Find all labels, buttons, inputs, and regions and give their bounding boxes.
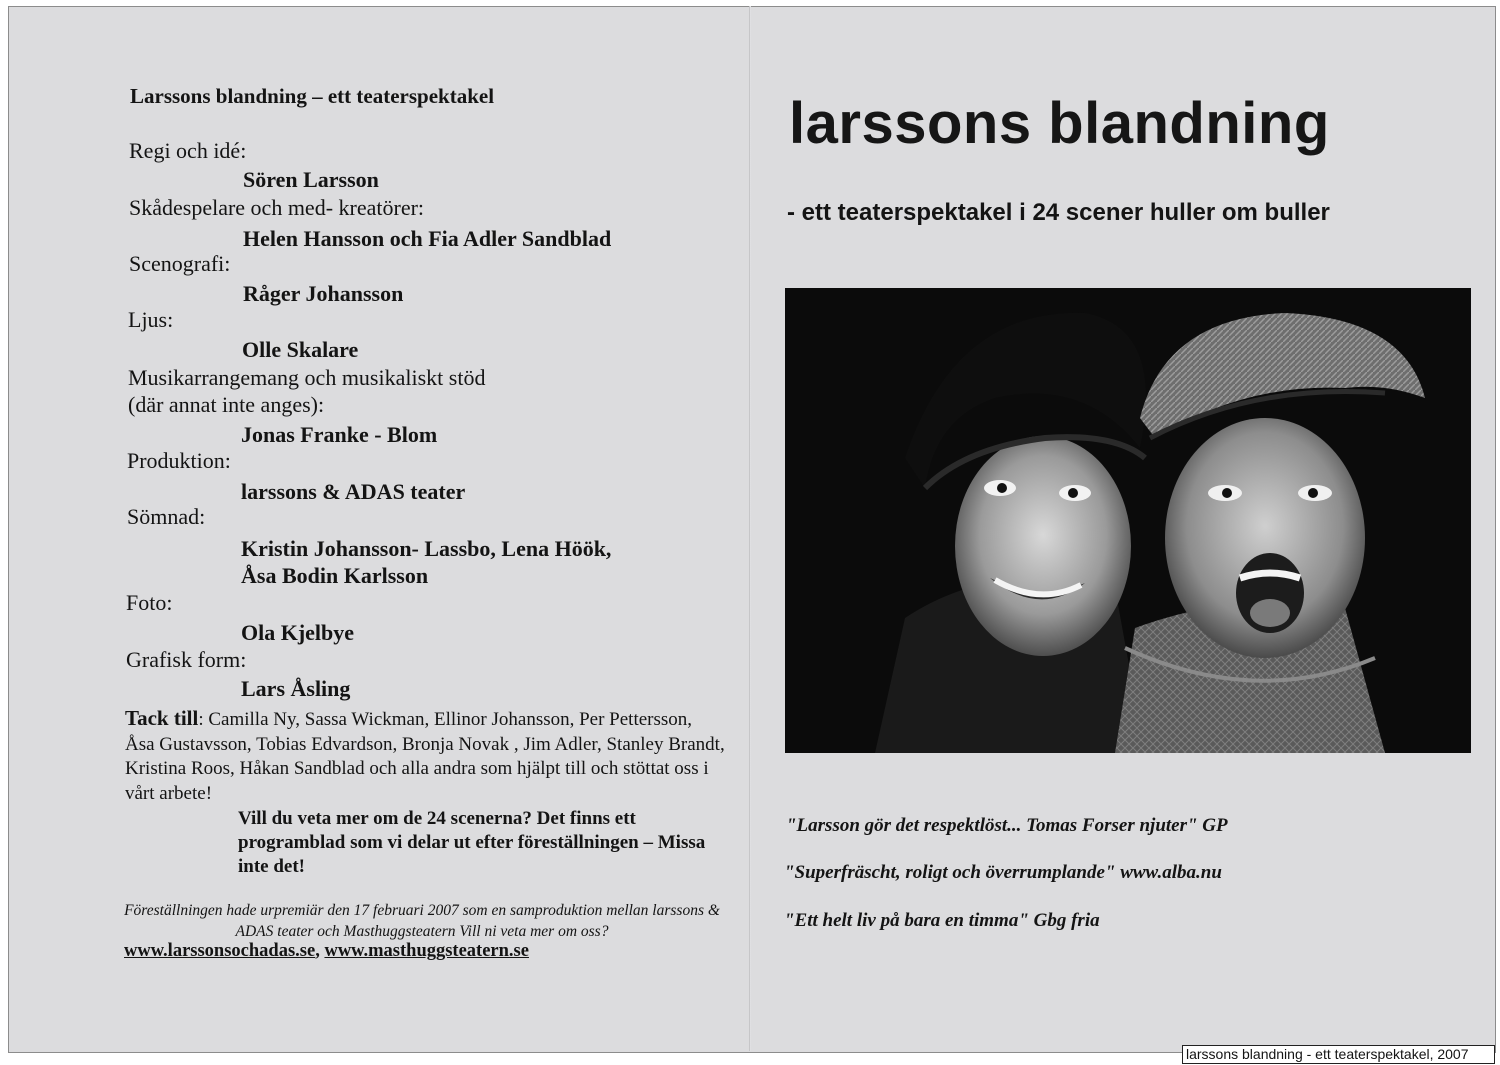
credit-role: Grafisk form: [126, 647, 247, 672]
thanks-paragraph [125, 706, 725, 806]
center-fold [749, 6, 751, 1051]
poster-title: larssons blandning [789, 91, 1330, 156]
poster-subtitle: - ett teaterspektakel i 24 scener huller om buller [787, 199, 1330, 226]
credit-role: Foto: [126, 590, 173, 615]
credit-name-line2: Åsa Bodin Karlsson [241, 563, 429, 588]
thanks-text: : Camilla Ny, Sassa Wickman, Ellinor Johansson, Per Pettersson, Åsa Gustavsson, Tobias Edvardson, Bronja Novak , Jim Adler, Stanley Brandt, Kristina Roos, Håkan Sandblad och alla andra som hjälpt till och stöttat oss i vårt arbete! [125, 709, 725, 804]
credit-role-line2: (där annat inte anges): [128, 392, 325, 417]
credit-name: Ola Kjelbye [241, 620, 355, 645]
credits-heading: Larssons blandning – ett teaterspektakel [130, 84, 495, 108]
credit-role: Ljus: [128, 307, 174, 332]
larssonsochadas-link[interactable]: www.larssonsochadas.se [124, 941, 316, 961]
credit-name: Sören Larsson [243, 167, 379, 192]
review-quote: "Larsson gör det respektlöst... Tomas Forser njuter" GP [786, 815, 1228, 836]
cast-photo [785, 288, 1471, 753]
credit-role: Musikarrangemang och musikaliskt stöd [128, 365, 486, 390]
image-caption: larssons blandning - ett teaterspektakel, 2007 [1182, 1045, 1495, 1064]
credit-name: Olle Skalare [242, 337, 359, 362]
thanks-label: Tack till [125, 706, 199, 730]
link-separator: , [315, 941, 325, 961]
credit-name: Lars Åsling [241, 676, 351, 701]
masthuggsteatern-link[interactable]: www.masthuggsteatern.se [324, 941, 529, 961]
credit-role: Regi och idé: [129, 138, 247, 163]
credit-role: Produktion: [127, 448, 231, 473]
credit-name: Kristin Johansson- Lassbo, Lena Höök, [241, 536, 612, 561]
review-quote: "Superfräscht, roligt och överrumplande" www.alba.nu [784, 862, 1222, 883]
review-quote: "Ett helt liv på bara en timma" Gbg fria [784, 910, 1100, 931]
credit-name: Råger Johansson [243, 281, 404, 306]
credit-role: Sömnad: [127, 504, 206, 529]
cast-photo-illustration [785, 288, 1471, 753]
credit-role: Skådespelare och med- kreatörer: [129, 195, 425, 220]
more-info-text: Vill du veta mer om de 24 scenerna? Det finns ett programblad som vi delar ut efter föreställningen – Missa inte det! [238, 808, 706, 877]
credit-name: Helen Hansson och Fia Adler Sandblad [243, 226, 612, 251]
credit-name: larssons & ADAS teater [241, 479, 466, 504]
premiere-note: Föreställningen hade urpremiär den 17 februari 2007 som en samproduktion mellan larssons & ADAS teater och Masthuggsteatern Vill ni veta mer om oss? [124, 902, 720, 940]
website-links [124, 941, 529, 962]
credit-role: Scenografi: [129, 251, 231, 276]
credit-name: Jonas Franke - Blom [241, 422, 438, 447]
